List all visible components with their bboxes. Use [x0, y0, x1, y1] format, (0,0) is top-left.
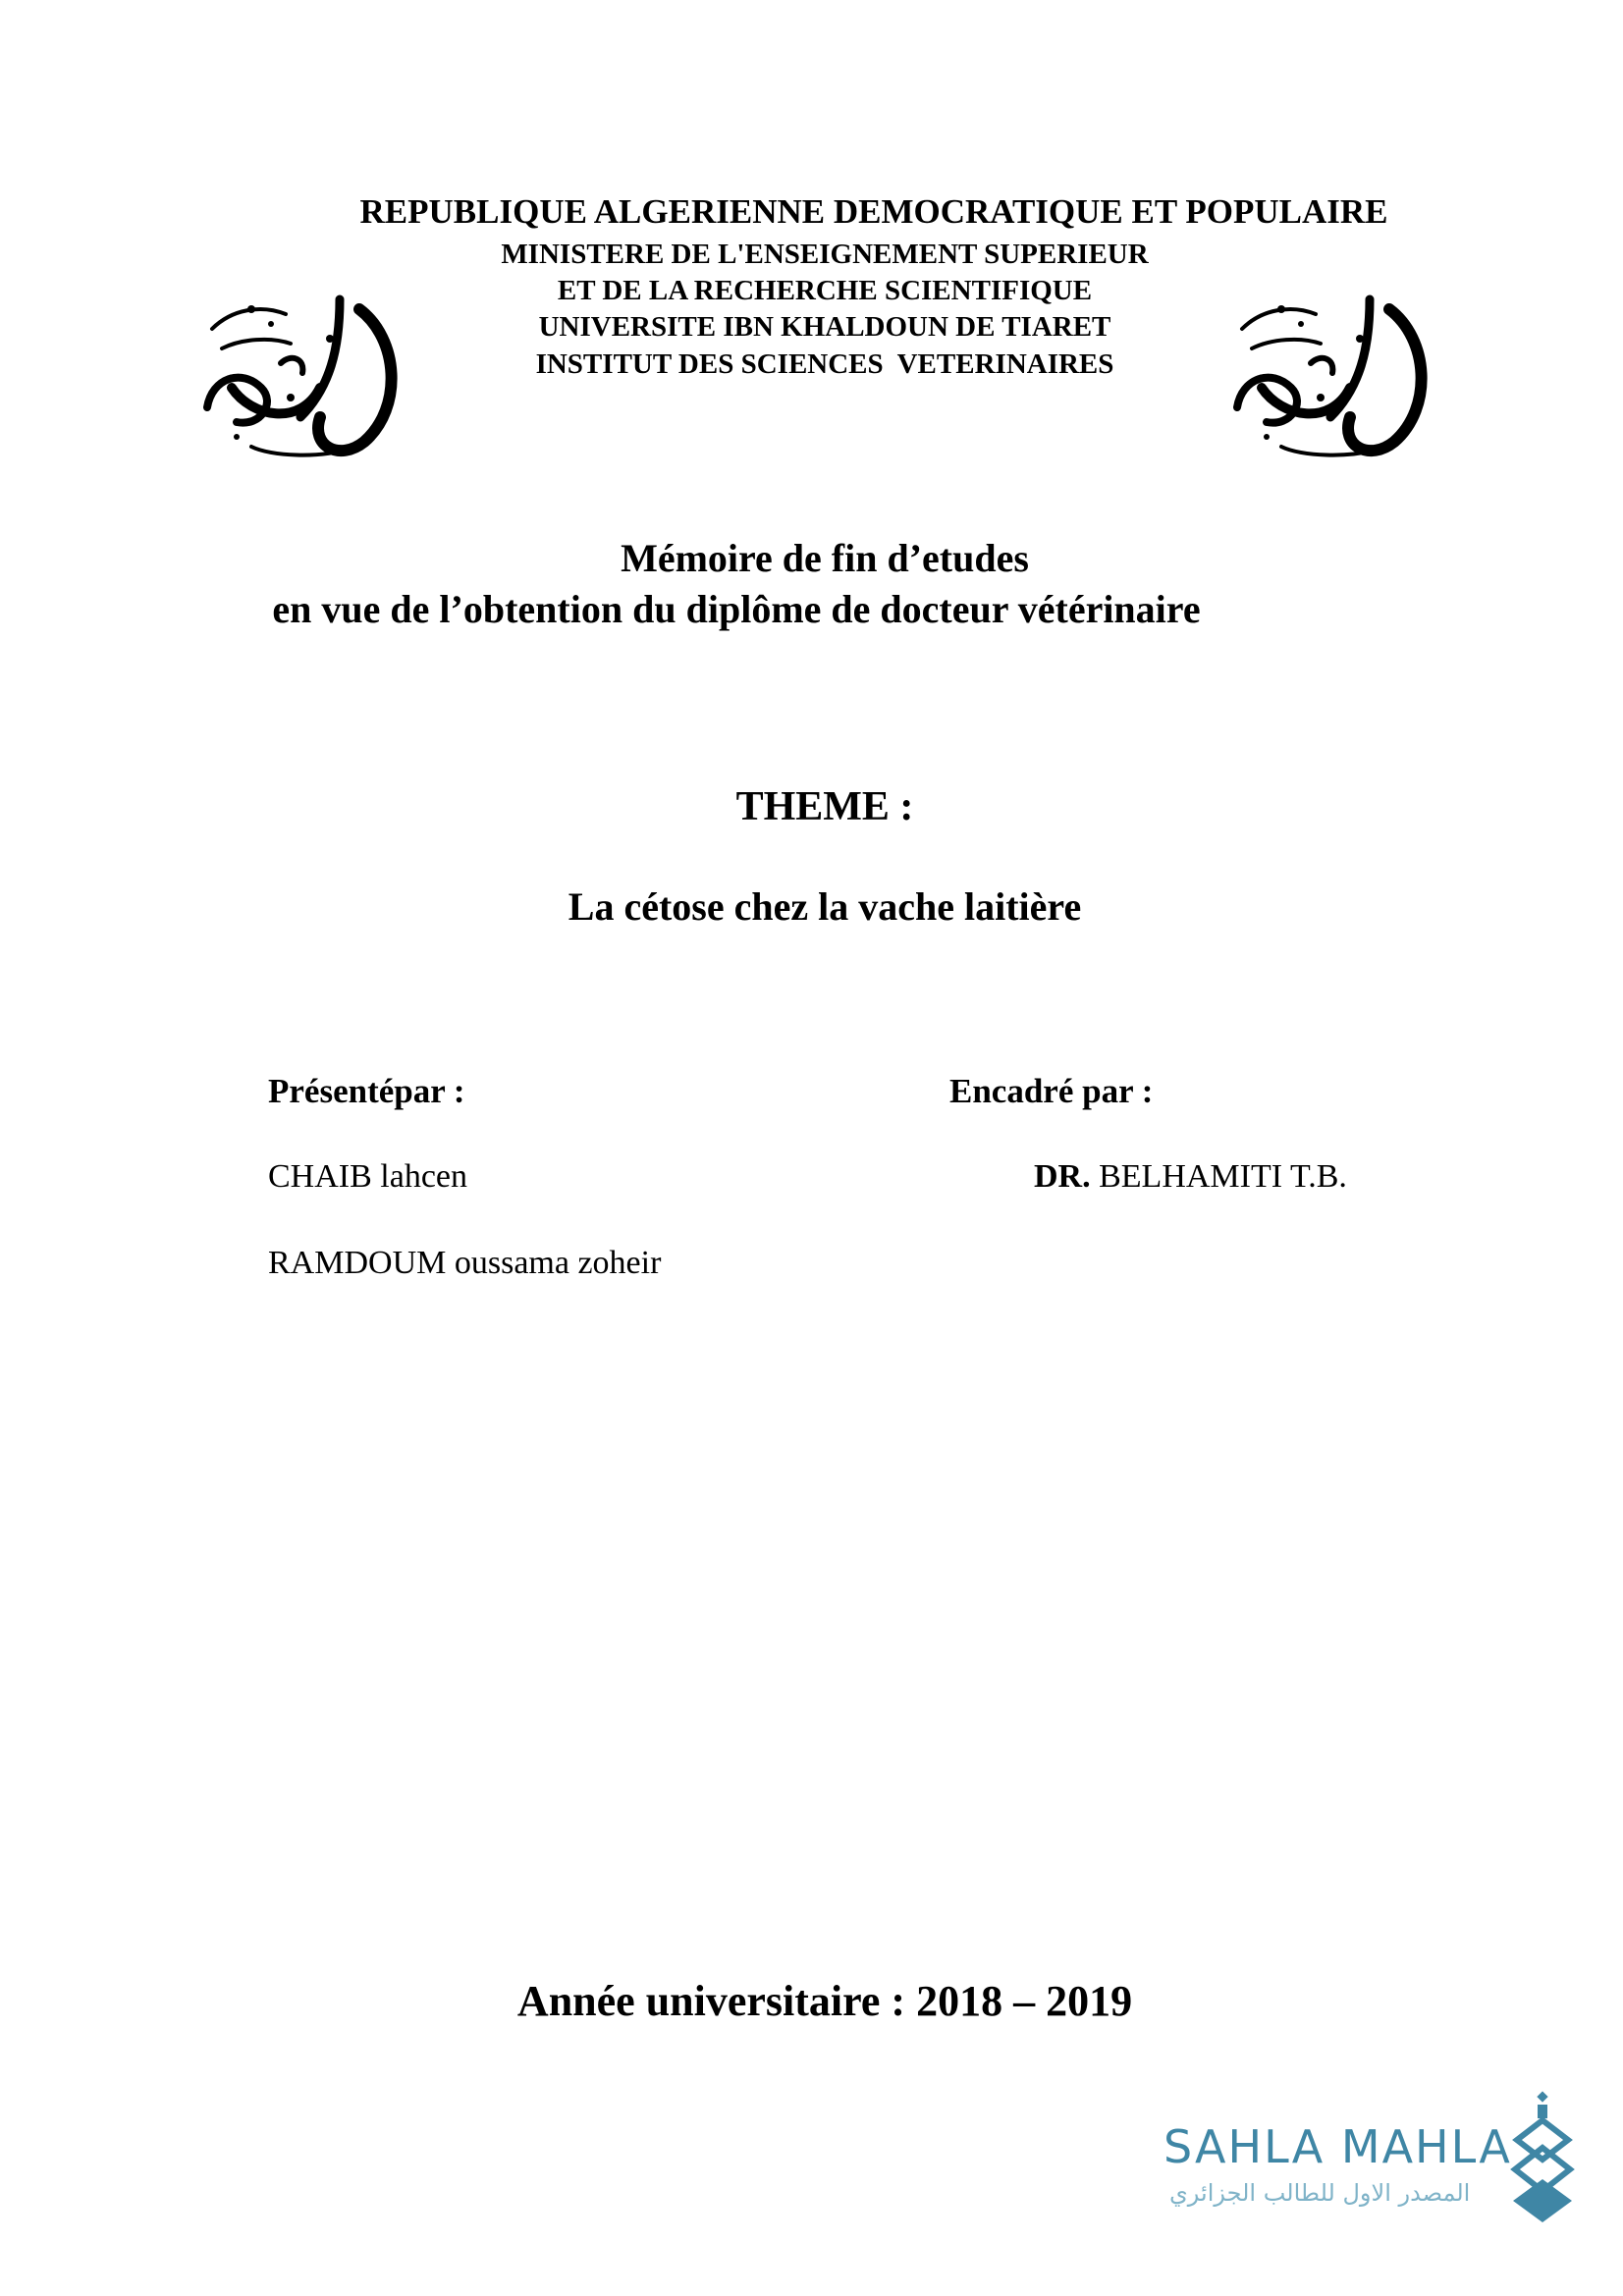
watermark-subtitle: المصدر الاول للطالب الجزائري — [1169, 2179, 1471, 2207]
thesis-title-line-1: Mémoire de fin d’etudes — [621, 536, 1029, 580]
institute-name: INSTITUT DES SCIENCES VETERINAIRES — [535, 348, 1114, 380]
supervised-by-label: Encadré par : — [949, 1072, 1154, 1110]
supervisor-title: DR. — [1034, 1158, 1091, 1195]
theme-label: THEME : — [735, 784, 914, 829]
ministry-line-1: MINISTERE DE L'ENSEIGNEMENT SUPERIEUR — [501, 239, 1149, 270]
university-calligraphy-logo-icon — [192, 270, 408, 466]
ministry-line-2: ET DE LA RECHERCHE SCIENTIFIQUE — [557, 275, 1093, 306]
country-name: REPUBLIQUE ALGERIENNE DEMOCRATIQUE ET POPULAIRE — [359, 192, 1388, 231]
student-name: RAMDOUM oussama zoheir — [268, 1245, 662, 1281]
university-calligraphy-logo-icon — [1222, 270, 1438, 466]
theme-value: La cétose chez la vache laitière — [568, 884, 1082, 929]
sahla-mahla-logo-icon — [1509, 2089, 1576, 2226]
sahla-mahla-watermark — [1163, 2089, 1576, 2236]
university-name: UNIVERSITE IBN KHALDOUN DE TIARET — [538, 311, 1111, 343]
academic-year: Année universitaire : 2018 – 2019 — [516, 1977, 1133, 2025]
student-name: CHAIB lahcen — [268, 1158, 468, 1195]
thesis-title-line-2: en vue de l’obtention du diplôme de docteur vétérinaire — [272, 587, 1201, 631]
presented-by-label: Présentépar : — [268, 1072, 465, 1110]
supervisor-name — [1034, 1158, 1347, 1196]
watermark-title: SAHLA MAHLA — [1163, 2120, 1512, 2173]
supervisor-full-name: BELHAMITI T.B. — [1099, 1158, 1347, 1195]
